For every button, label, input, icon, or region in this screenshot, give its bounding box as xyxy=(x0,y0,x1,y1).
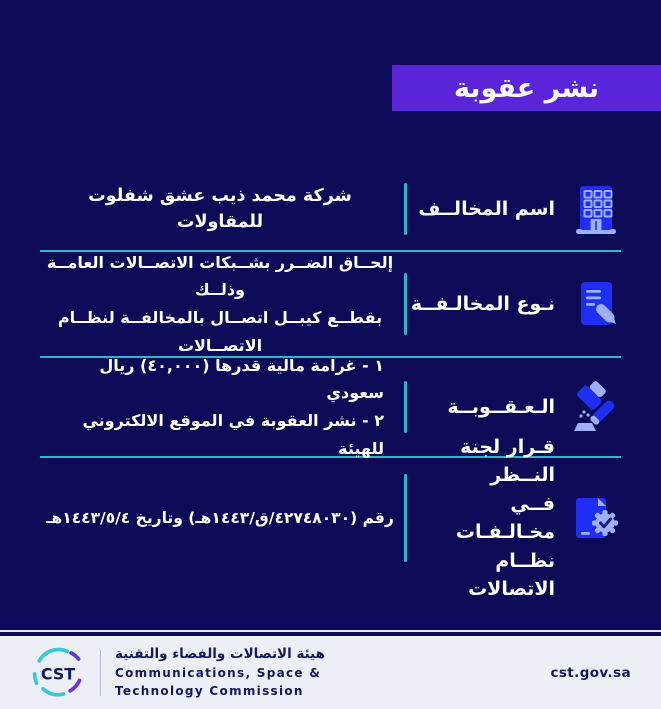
section-content: شركة محمد ذيب عشق شفلوت للمقاولات xyxy=(88,185,352,232)
logo-divider xyxy=(100,650,101,696)
document-pen-icon xyxy=(565,276,627,332)
footer-hairline xyxy=(0,630,661,632)
document-gear-icon xyxy=(565,490,627,546)
footer xyxy=(0,636,661,709)
cst-logo xyxy=(30,645,86,701)
sections xyxy=(0,168,661,600)
section-content: رقم (٤٢٧٤٨٠٣٠/ق/١٤٤٣هـ) وتاريخ ١٤٤٣/٥/٤هـ xyxy=(46,508,394,527)
section-violation-type xyxy=(0,252,661,356)
section-committee-decision xyxy=(0,435,661,600)
gavel-icon xyxy=(565,379,627,435)
section-label: الـعـقــوبــة xyxy=(447,395,555,418)
section-violator-name xyxy=(0,168,661,250)
label-separator-bar xyxy=(404,183,407,235)
section-content: ١ - غرامة مالية قدرها (٤٠,٠٠٠) ريال سعودي ٢ - نشر العقوبة في الموقع الالكتروني للهيئة xyxy=(82,355,384,458)
label-separator-bar xyxy=(404,273,407,335)
section-label: نـوع المخالـفــة xyxy=(410,292,555,315)
section-label: اسم المخالــف xyxy=(418,197,555,220)
building-icon xyxy=(565,181,627,237)
section-content: إلحــاق الضــرر بشــبكات الاتصــالات العامــة وذلــك بقطــع كيبــل اتصــال بالمخالفــة لنظــام الاتصــالات xyxy=(46,252,394,355)
label-separator-bar xyxy=(404,474,407,562)
cst-logo-text: CST xyxy=(40,664,76,684)
website-url: cst.gov.sa xyxy=(550,664,631,681)
banner xyxy=(392,65,661,111)
org-name-arabic: هيئة الاتصالات والفضاء والتقنية xyxy=(115,645,326,662)
org-names xyxy=(115,646,325,700)
section-label: قـرار لجنة النــظر فــي مخـالـفـات نظــام الاتصالات xyxy=(455,435,555,600)
footer-brand xyxy=(30,645,325,701)
label-separator-bar xyxy=(404,381,407,433)
banner-title: نشر عقوبة xyxy=(453,72,600,104)
org-name-english: Communications, Space & Technology Commission xyxy=(115,665,322,698)
